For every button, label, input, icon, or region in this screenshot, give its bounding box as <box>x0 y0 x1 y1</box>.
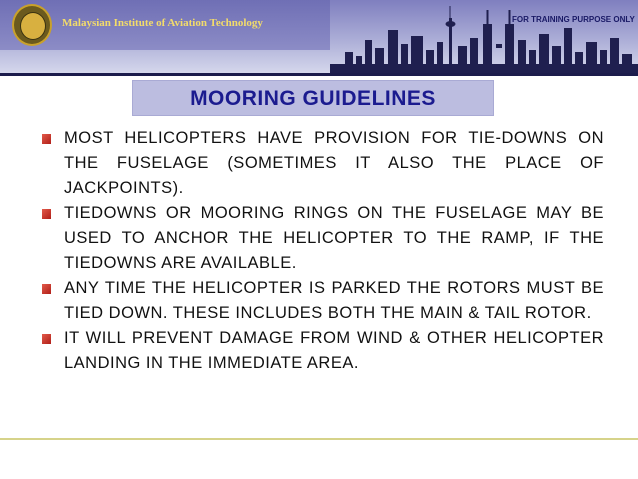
footer-divider <box>0 438 638 440</box>
slide-header <box>0 0 638 76</box>
skyline-icon <box>0 0 638 76</box>
square-bullet-icon <box>42 209 51 219</box>
header-divider <box>0 73 638 76</box>
bullet-list <box>42 126 604 376</box>
bullet-text: IT WILL PREVENT DAMAGE FROM WIND & OTHER HELICOPTER LANDING IN THE IMMEDIATE AREA. <box>64 329 604 372</box>
square-bullet-icon <box>42 134 51 144</box>
bullet-item <box>42 126 604 201</box>
logo-emblem <box>20 12 46 40</box>
bullet-item <box>42 326 604 376</box>
bullet-text: ANY TIME THE HELICOPTER IS PARKED THE ROTORS MUST BE TIED DOWN. THESE INCLUDES BOTH THE MAIN & TAIL ROTOR. <box>64 279 604 322</box>
title-box <box>132 80 494 116</box>
square-bullet-icon <box>42 334 51 344</box>
bullet-text: TIEDOWNS OR MOORING RINGS ON THE FUSELAGE MAY BE USED TO ANCHOR THE HELICOPTER TO THE RAMP, IF THE TIEDOWNS ARE AVAILABLE. <box>64 204 604 272</box>
bullet-item <box>42 201 604 276</box>
training-purpose-note: FOR TRAINING PURPOSE ONLY <box>512 15 635 24</box>
bullet-text: MOST HELICOPTERS HAVE PROVISION FOR TIE-DOWNS ON THE FUSELAGE (SOMETIMES IT ALSO THE PLACE OF JACKPOINTS). <box>64 129 604 197</box>
institute-logo-icon <box>12 4 52 46</box>
square-bullet-icon <box>42 284 51 294</box>
bullet-item <box>42 276 604 326</box>
slide-title: MOORING GUIDELINES <box>190 87 436 110</box>
institute-name: Malaysian Institute of Aviation Technology <box>62 17 263 29</box>
